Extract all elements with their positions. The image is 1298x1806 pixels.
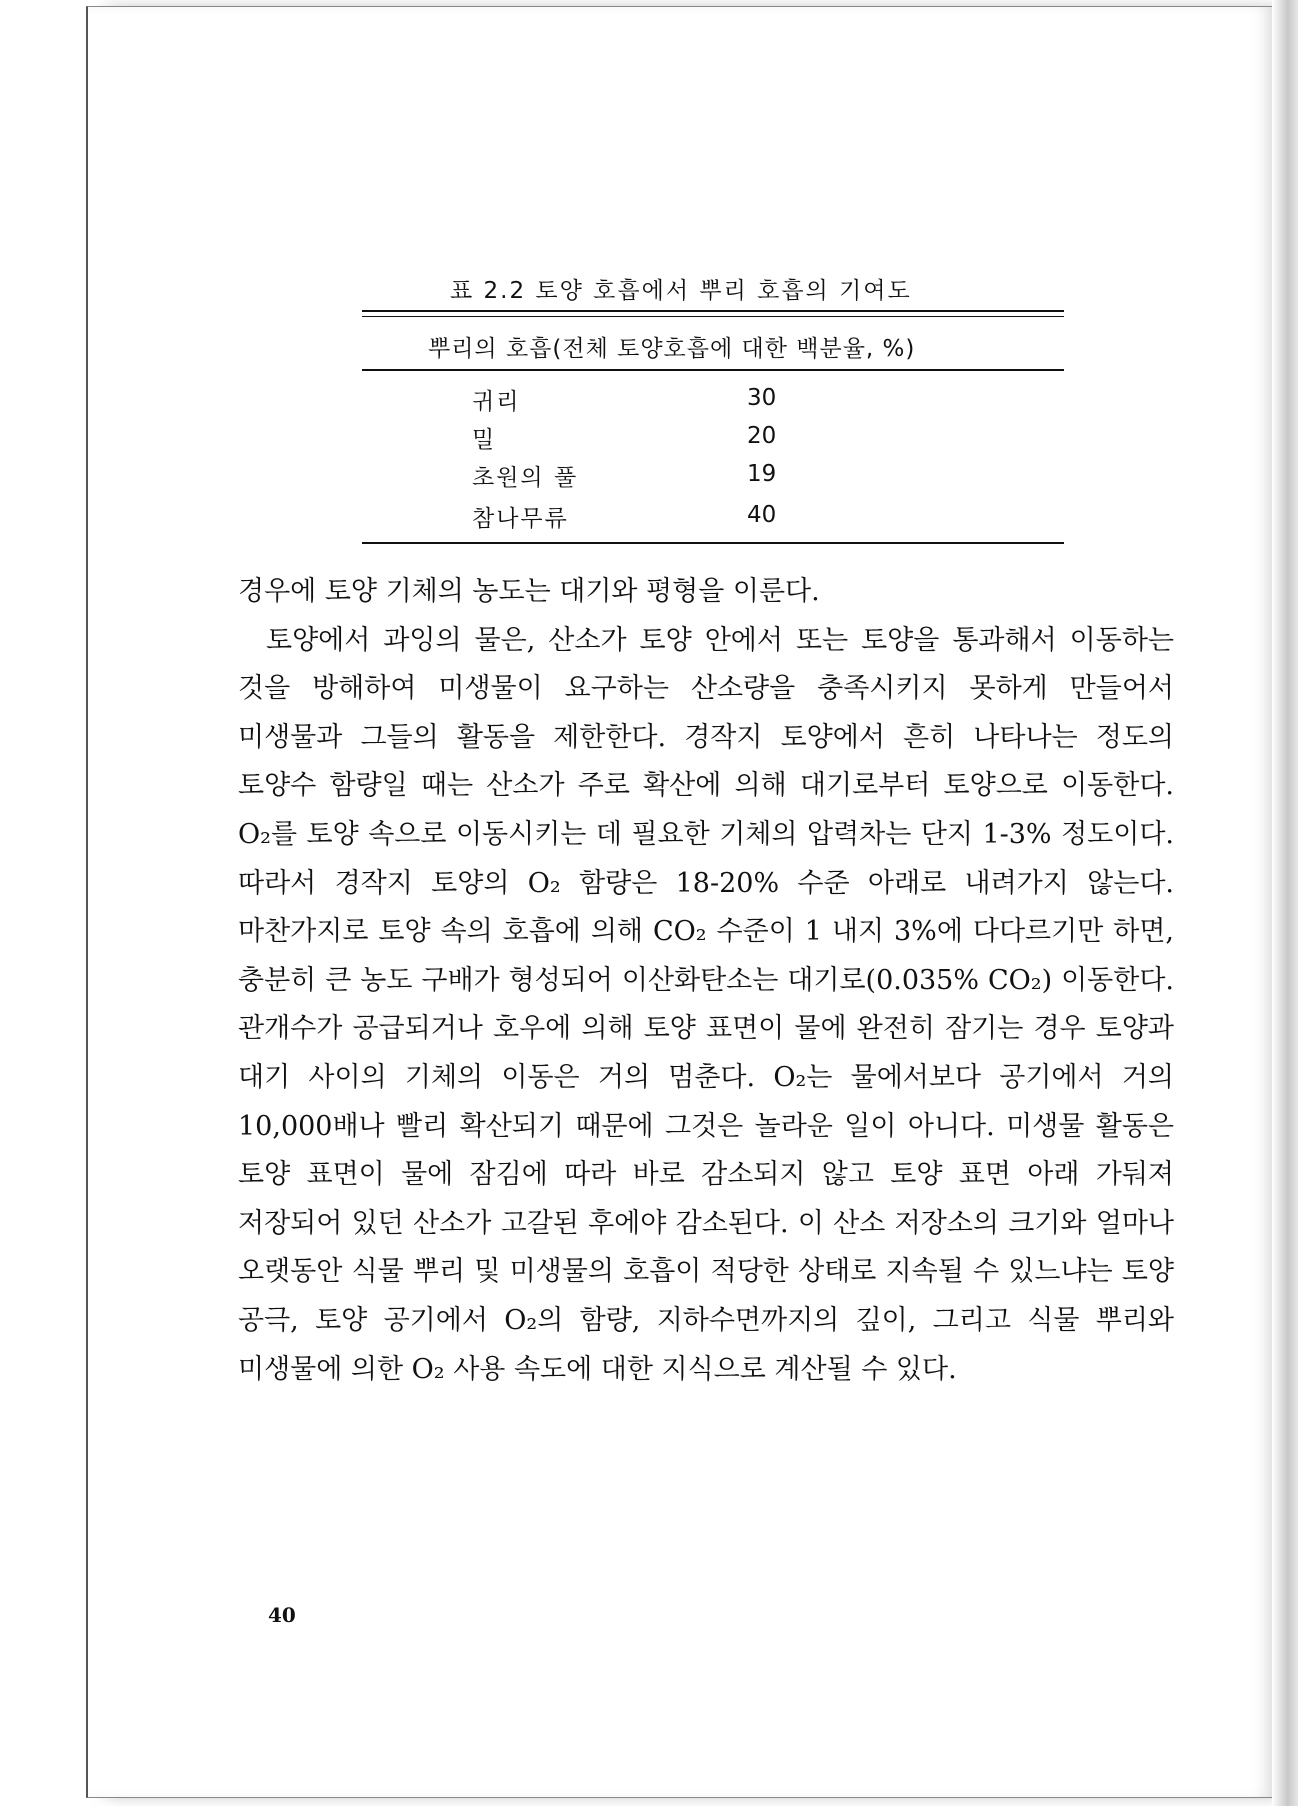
page-edge [1272,0,1298,1806]
table-cell-name: 밀 [472,427,497,453]
table-cell-value: 19 [747,461,777,487]
table-header-rule [362,369,1064,371]
table-cell-value: 40 [747,502,777,528]
table-cell-value: 30 [747,385,777,411]
table-cell-name: 참나무류 [472,506,569,532]
table-caption: 표 2.2 토양 호흡에서 뿌리 호흡의 기여도 [450,278,912,304]
table-top-rule-inner [362,316,1064,317]
table-header: 뿌리의 호흡(전체 토양호흡에 대한 백분율, %) [428,336,916,362]
table-bottom-rule [362,542,1064,544]
body-text [238,568,1174,1394]
table-row [472,500,872,536]
table-row [472,383,872,419]
table-row [472,421,872,457]
table-cell-name: 귀리 [472,389,521,415]
table-row [472,459,872,495]
page-number: 40 [268,1603,296,1627]
table-cell-name: 초원의 풀 [472,465,579,491]
table-cell-value: 20 [747,423,777,449]
paragraph-1: 경우에 토양 기체의 농도는 대기와 평형을 이룬다. [238,576,820,607]
table-top-rule [362,310,1064,312]
paragraph-2: 토양에서 과잉의 물은, 산소가 토양 안에서 또는 토양을 통과해서 이동하는 것을 방해하여 미생물이 요구하는 산소량을 충족시키지 못하게 만들어서 미생물과 그들의 활동을 제한한다. 경작지 토양에서 흔히 나타나는 정도의 토양수 함량일 때는 산소가 주로 확산에 의해 대기로부터 토양으로 이동한다. O₂를 토양 속으로 이동시키는 데 필요한 기체의 압력차는 단지 1-3% 정도이다. 따라서 경작지 토양의 O₂ 함량은 18-20% 수준 아래로 내려가지 않는다. 마찬가지로 토양 속의 호흡에 의해 CO₂ 수준이 1 내지 3%에 다다르기만 하면, 충분히 큰 농도 구배가 형성되어 이산화탄소는 대기로(0.035% CO₂) 이동한다. 관개수가 공급되거나 호우에 의해 토양 표면이 물에 완전히 잠기는 경우 토양과 대기 사이의 기체의 이동은 거의 멈춘다. O₂는 물에서보다 공기에서 거의 10,000배나 빨리 확산되기 때문에 그것은 놀라운 일이 아니다. 미생물 활동은 토양 표면이 물에 잠김에 따라 바로 감소되지 않고 토양 표면 아래 가둬져 저장되어 있던 산소가 고갈된 후에야 감소된다. 이 산소 저장소의 크기와 얼마나 오랫동안 식물 뿌리 및 미생물의 호흡이 적당한 상태로 지속될 수 있느냐는 토양 공극, 토양 공기에서 O₂의 함량, 지하수면까지의 깊이, 그리고 식물 뿌리와 미생물에 의한 O₂ 사용 속도에 대한 지식으로 계산될 수 있다. [238,624,1174,1385]
